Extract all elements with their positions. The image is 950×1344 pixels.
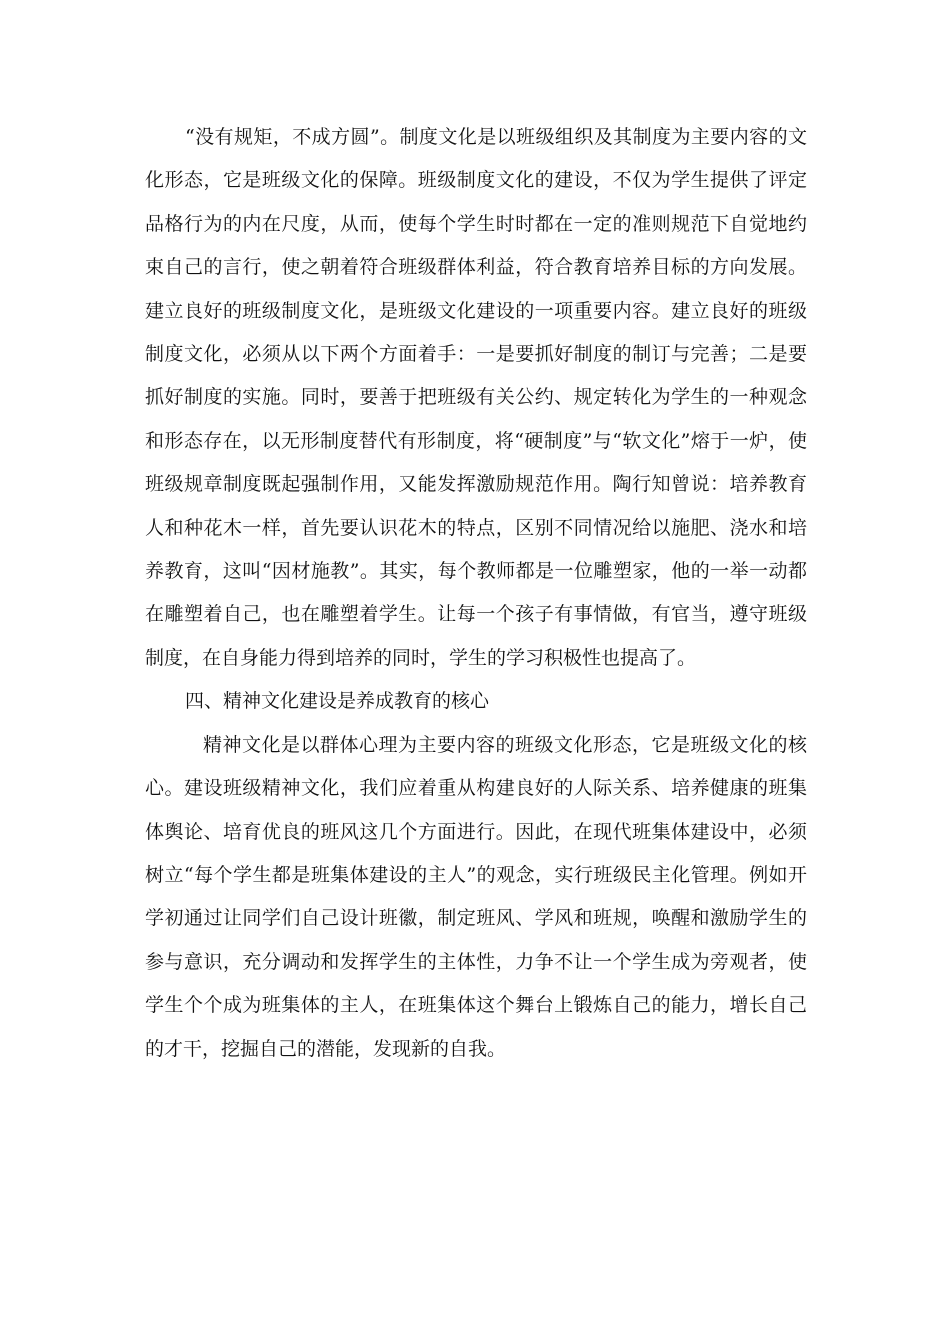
paragraph-spiritual-culture: 精神文化是以群体心理为主要内容的班级文化形态，它是班级文化的核心。建设班级精神文化，我们应着重从构建良好的人际关系、培养健康的班集体舆论、培育优良的班风这几个方面进行。因此，在现代班集体建设中，必须树立“每个学生都是班集体建设的主人”的观念，实行班级民主化管理。例如开学初通过让同学们自己设计班徽，制定班风、学风和班规，唤醒和激励学生的参与意识，充分调动和发挥学生的主体性，力争不让一个学生成为旁观者，使学生个个成为班集体的主人，在班集体这个舞台上锻炼自己的能力，增长自己的才干，挖掘自己的潜能，发现新的自我。 xyxy=(145,733,807,1060)
document-body xyxy=(145,116,807,1071)
paragraph-institutional-culture: “没有规矩，不成方圆”。制度文化是以班级组织及其制度为主要内容的文化形态，它是班级文化的保障。班级制度文化的建设，不仅为学生提供了评定品格行为的内在尺度，从而，使每个学生时时都在一定的准则规范下自觉地约束自己的言行，使之朝着符合班级群体利益，符合教育培养目标的方向发展。建立良好的班级制度文化，是班级文化建设的一项重要内容。建立良好的班级制度文化，必须从以下两个方面着手：一是要抓好制度的制订与完善；二是要抓好制度的实施。同时，要善于把班级有关公约、规定转化为学生的一种观念和形态存在，以无形制度替代有形制度，将“硬制度”与“软文化”熔于一炉，使班级规章制度既起强制作用，又能发挥激励规范作用。陶行知曾说：培养教育人和种花木一样，首先要认识花木的特点，区别不同情况给以施肥、浇水和培养教育，这叫“因材施教”。其实，每个教师都是一位雕塑家，他的一举一动都在雕塑着自己，也在雕塑着学生。让每一个孩子有事情做，有官当，遵守班级制度，在自身能力得到培养的同时，学生的学习积极性也提高了。 xyxy=(145,126,807,669)
section-heading: 四、精神文化建设是养成教育的核心 xyxy=(185,690,490,713)
